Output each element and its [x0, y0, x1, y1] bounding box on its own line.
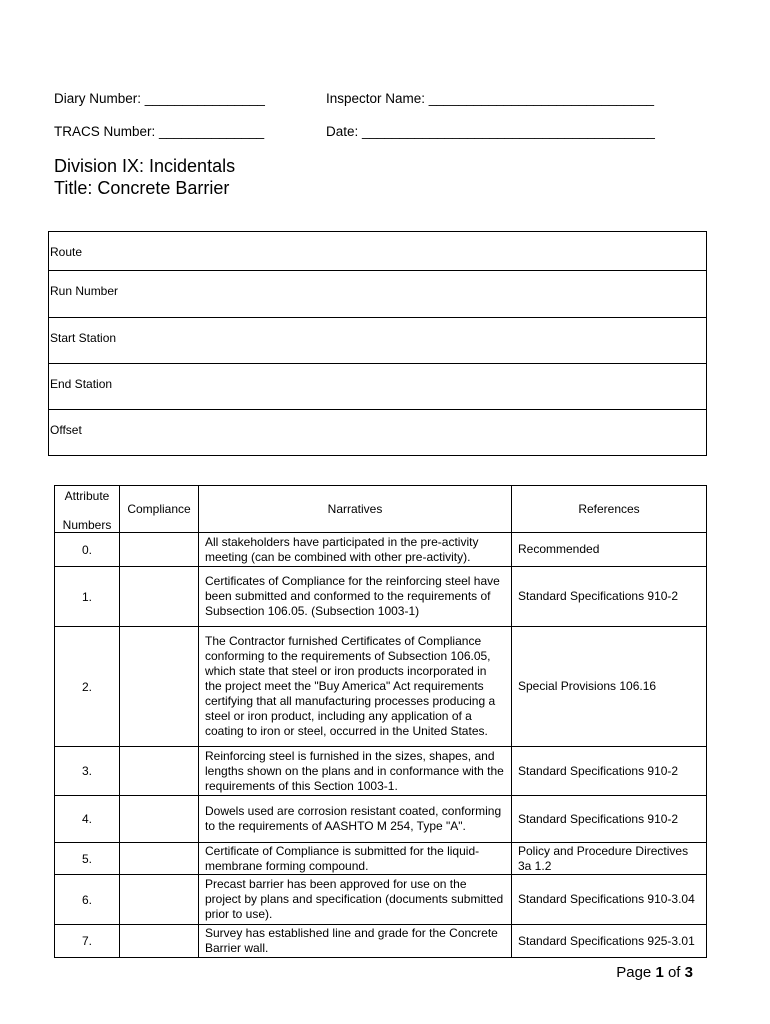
narrative-cell: All stakeholders have participated in the pre-activity meeting (can be combined with other pre-activity). — [199, 533, 512, 567]
table-row — [55, 796, 707, 843]
division-heading: Division IX: Incidentals — [54, 156, 236, 176]
info-row-run-number: Run Number — [49, 271, 706, 318]
references-header: References — [512, 486, 707, 533]
reference-cell: Policy and Procedure Directives 3a 1.2 — [512, 843, 707, 875]
compliance-cell[interactable] — [120, 627, 199, 747]
table-row — [55, 843, 707, 875]
table-header-row — [55, 486, 707, 533]
attribute-numbers-header — [55, 486, 120, 533]
compliance-cell[interactable] — [120, 533, 199, 567]
reference-cell: Special Provisions 106.16 — [512, 627, 707, 747]
compliance-cell[interactable] — [120, 567, 199, 627]
compliance-cell[interactable] — [120, 843, 199, 875]
narratives-header: Narratives — [199, 486, 512, 533]
attribute-number: 5. — [55, 843, 120, 875]
reference-cell: Standard Specifications 910-3.04 — [512, 875, 707, 925]
info-row-end-station: End Station — [49, 364, 706, 410]
table-row — [55, 567, 707, 627]
attribute-number: 2. — [55, 627, 120, 747]
document-title: Title: Concrete Barrier — [54, 178, 230, 198]
attributes-table — [54, 485, 707, 958]
table-row — [55, 925, 707, 958]
page-indicator — [616, 964, 693, 981]
compliance-cell[interactable] — [120, 796, 199, 843]
numbers-label: Numbers — [62, 518, 112, 532]
diary-number-field: Diary Number: ________________ — [54, 91, 265, 106]
current-page: 1 — [655, 964, 664, 981]
total-pages: 3 — [684, 964, 693, 981]
page-label: Page — [616, 964, 652, 981]
compliance-cell[interactable] — [120, 925, 199, 958]
table-row — [55, 875, 707, 925]
date-field: Date: _______________________________________ — [326, 124, 655, 139]
attribute-number: 0. — [55, 533, 120, 567]
page-of-label: of — [667, 964, 681, 981]
narrative-cell: Precast barrier has been approved for use on the project by plans and specification (documents submitted prior to use). — [199, 875, 512, 925]
info-row-route: Route — [49, 232, 706, 271]
reference-cell: Standard Specifications 925-3.01 — [512, 925, 707, 958]
table-row — [55, 747, 707, 796]
reference-cell: Standard Specifications 910-2 — [512, 747, 707, 796]
narrative-cell: Reinforcing steel is furnished in the sizes, shapes, and lengths shown on the plans and in conformance with the requirements of this Section 1003-1. — [199, 747, 512, 796]
attribute-number: 6. — [55, 875, 120, 925]
narrative-cell: Survey has established line and grade for the Concrete Barrier wall. — [199, 925, 512, 958]
info-row-offset: Offset — [49, 410, 706, 456]
narrative-cell: Certificate of Compliance is submitted for the liquid-membrane forming compound. — [199, 843, 512, 875]
attribute-label: Attribute — [64, 489, 110, 503]
compliance-header: Compliance — [120, 486, 199, 533]
info-row-start-station: Start Station — [49, 318, 706, 364]
compliance-cell[interactable] — [120, 875, 199, 925]
reference-cell: Recommended — [512, 533, 707, 567]
table-row — [55, 627, 707, 747]
narrative-cell: The Contractor furnished Certificates of Compliance conforming to the requirements of Subsection 106.05, which state that steel or iron products incorporated in the project meet the "Buy America" Act requirements certifying that all manufacturing processes producing a steel or iron product, including any application of a coating to iron or steel, occurred in the United States. — [199, 627, 512, 747]
narrative-cell: Certificates of Compliance for the reinforcing steel have been submitted and conformed to the requirements of Subsection 106.05. (Subsection 1003-1) — [199, 567, 512, 627]
attribute-number: 4. — [55, 796, 120, 843]
reference-cell: Standard Specifications 910-2 — [512, 796, 707, 843]
info-table — [48, 231, 707, 456]
tracs-number-field: TRACS Number: ______________ — [54, 124, 265, 139]
compliance-cell[interactable] — [120, 747, 199, 796]
attribute-number: 3. — [55, 747, 120, 796]
attribute-number: 7. — [55, 925, 120, 958]
inspector-name-field: Inspector Name: ______________________________ — [326, 91, 655, 106]
reference-cell: Standard Specifications 910-2 — [512, 567, 707, 627]
narrative-cell: Dowels used are corrosion resistant coated, conforming to the requirements of AASHTO M 254, Type "A". — [199, 796, 512, 843]
attribute-number: 1. — [55, 567, 120, 627]
table-row — [55, 533, 707, 567]
